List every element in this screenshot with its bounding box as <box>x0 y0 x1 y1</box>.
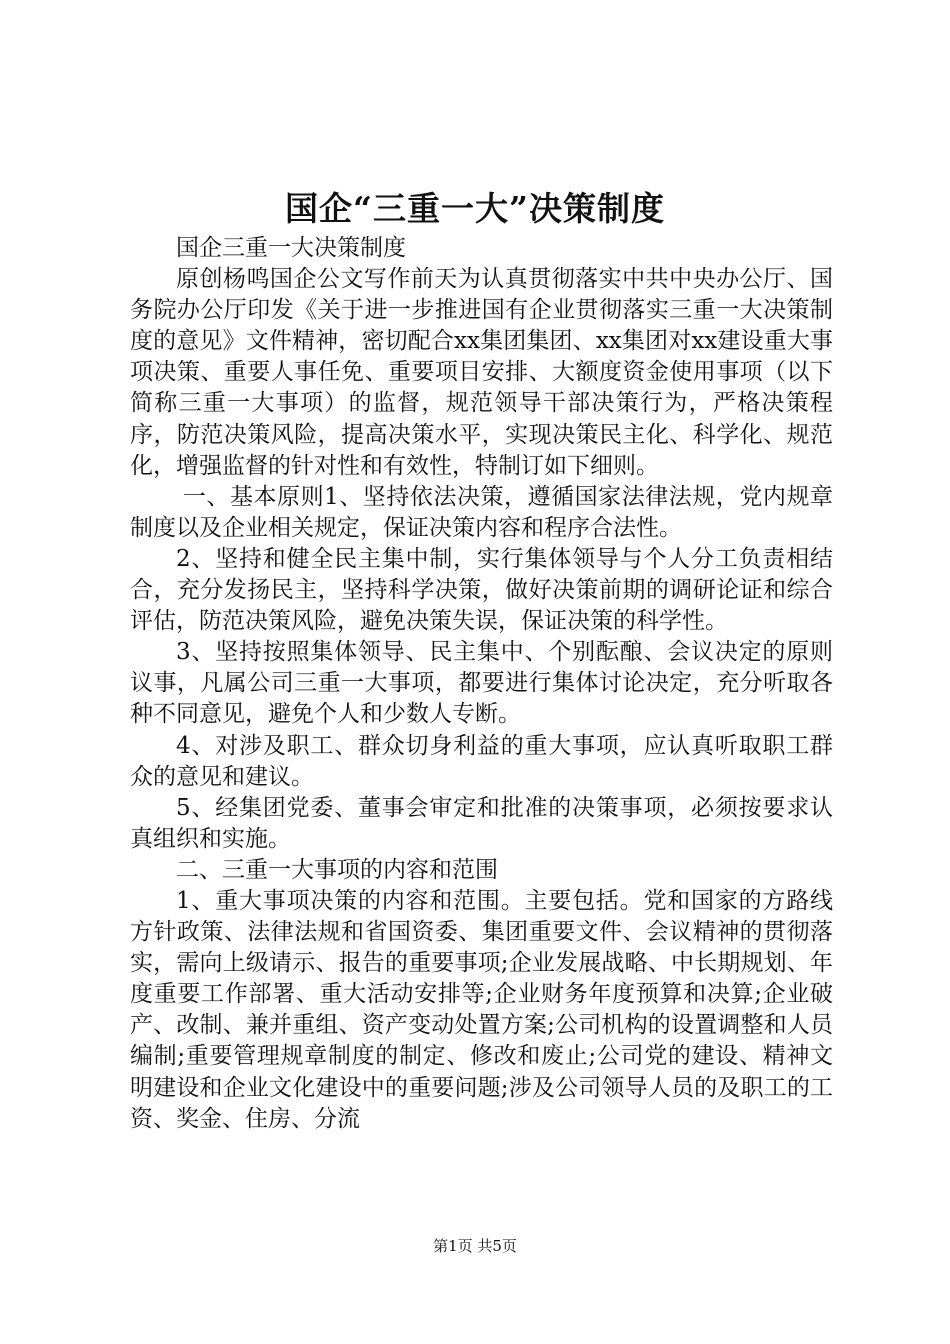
paragraph-principle-2: 2、坚持和健全民主集中制，实行集体领导与个人分工负责相结合，充分发扬民主，坚持科学决策，做好决策前期的调研论证和综合评估，防范决策风险，避免决策失误，保证决策的科学性。 <box>130 545 833 635</box>
paragraph-principle-3: 3、坚持按照集体领导、民主集中、个别酝酿、会议决定的原则议事，凡属公司三重一大事项，都要进行集体讨论决定，充分听取各种不同意见，避免个人和少数人专断。 <box>130 639 833 728</box>
paragraph-intro: 原创杨鸣国企公文写作前天为认真贯彻落实中共中央办公厅、国务院办公厅印发《关于进一步推进国有企业贯彻落实三重一大决策制度的意见》文件精神，密切配合xx集团集团、xx集团对xx建设重大事项决策、重要人事任免、重要项目安排、大额度资金使用事项（以下简称三重一大事项）的监督，规范领导干部决策行为，严格决策程序，防范决策风险，提高决策水平，实现决策民主化、科学化、规范化，增强监督的针对性和有效性，特制订如下细则。 <box>130 266 833 479</box>
paragraph-section-2-heading: 二、三重一大事项的内容和范围 <box>176 856 498 883</box>
paragraph-principle-1: 一、基本原则1、坚持依法决策，遵循国家法律法规，党内规章制度以及企业相关规定，保证决策内容和程序合法性。 <box>130 483 833 541</box>
paragraph-subtitle: 国企三重一大决策制度 <box>176 235 406 261</box>
document-title: 国企“三重一大”决策制度 <box>285 189 665 228</box>
paragraph-principle-5: 5、经集团党委、董事会审定和批准的决策事项，必须按要求认真组织和实施。 <box>130 794 833 852</box>
paragraph-principle-4: 4、对涉及职工、群众切身利益的重大事项，应认真听取职工群众的意见和建议。 <box>130 732 833 790</box>
document-body <box>130 233 833 1135</box>
paragraph-scope-1: 1、重大事项决策的内容和范围。主要包括。党和国家的方路线方针政策、法律法规和省国资委、集团重要文件、会议精神的贯彻落实，需向上级请示、报告的重要事项;企业发展战略、中长期规划、年度重要工作部署、重大活动安排等;企业财务年度预算和决算;企业破产、改制、兼并重组、资产变动处置方案;公司机构的设置调整和人员编制;重要管理规章制度的制定、修改和废止;公司党的建设、精神文明建设和企业文化建设中的重要问题;涉及公司领导人员的及职工的工资、奖金、住房、分流 <box>130 887 833 1132</box>
page-number-footer: 第1页 共5页 <box>433 1237 517 1255</box>
